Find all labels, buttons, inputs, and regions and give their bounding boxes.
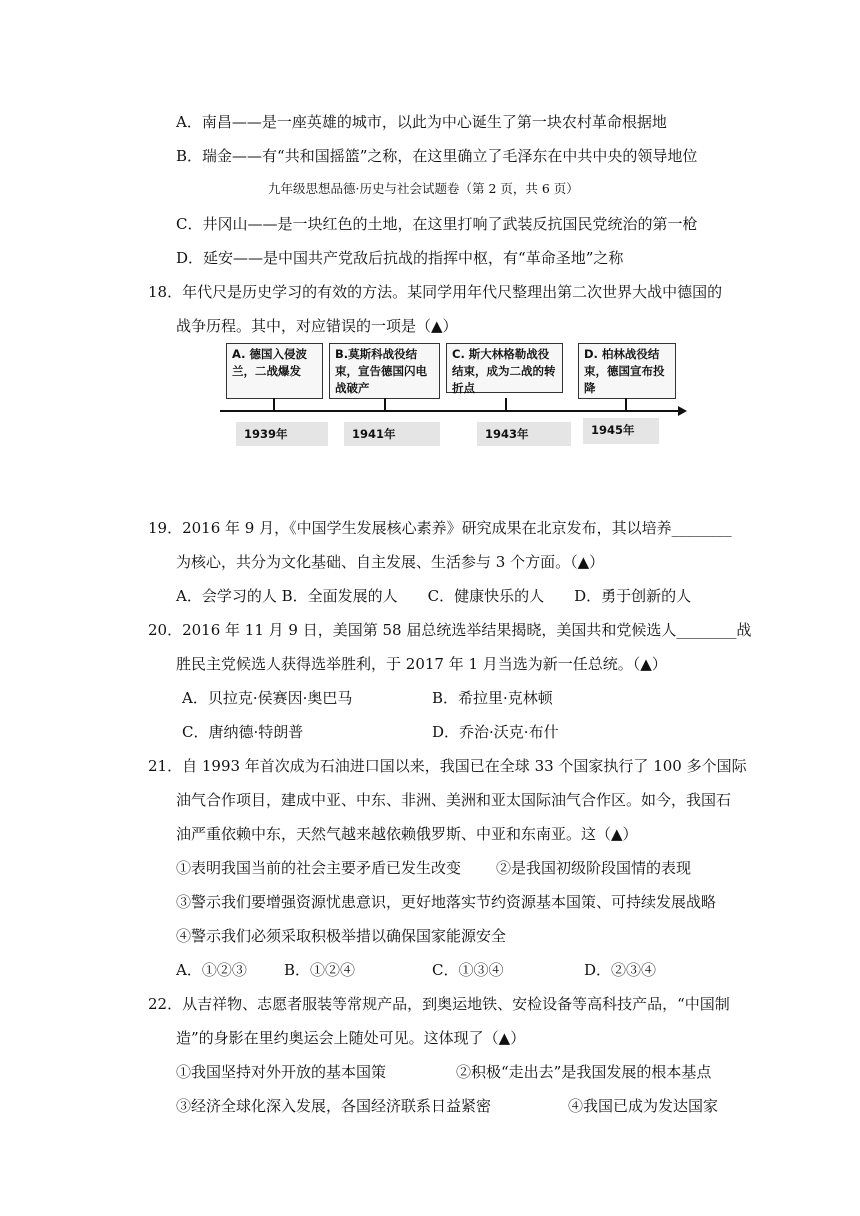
q22-stem-line1: 22．从吉祥物、志愿者服装等常规产品，到奥运地铁、安检设备等高科技产品，“中国制 [148,995,730,1013]
timeline-event-c: C. 斯大林格勒战役结束，成为二战的转折点 [446,343,563,393]
q22-statement-2: ②积极“走出去”是我国发展的根本基点 [456,1063,712,1081]
timeline-axis [220,410,680,412]
timeline-year-1939: 1939年 [236,422,328,446]
q20-option-c: C．唐纳德·特朗普 [182,723,304,741]
q21-option-d: D．②③④ [584,961,657,979]
q21-stem-line2: 油气合作项目，建成中亚、中东、非洲、美洲和亚太国际油气合作区。如今，我国石 [176,791,732,809]
q19-options: A．会学习的人 B．全面发展的人 C．健康快乐的人 D．勇于创新的人 [176,587,692,605]
q21-statement-1: ①表明我国当前的社会主要矛盾已发生改变 [176,859,462,877]
timeline-year-1945: 1945年 [583,418,659,444]
q20-option-d: D．乔治·沃克·布什 [432,723,559,741]
q22-stem-line2: 造”的身影在里约奥运会上随处可见。这体现了（▲） [176,1029,526,1047]
q21-statement-4: ④警示我们必须采取积极举措以确保国家能源安全 [176,927,507,945]
timeline-event-b: B.莫斯科战役结束，宣告德国闪电战破产 [329,343,440,399]
q21-statement-3: ③警示我们要增强资源忧患意识，更好地落实节约资源基本国策、可持续发展战略 [176,893,717,911]
q17-option-b: B．瑞金——有“共和国摇篮”之称，在这里确立了毛泽东在中共中央的领导地位 [176,147,698,165]
q20-stem-line1: 20．2016 年 11 月 9 日，美国第 58 届总统选举结果揭晓，美国共和党候选人________战 [148,621,752,639]
q19-stem-line2: 为核心，共分为文化基础、自主发展、生活参与 3 个方面。（▲） [176,553,605,571]
q17-option-a: A．南昌——是一座英雄的城市，以此为中心诞生了第一块农村革命根据地 [176,113,667,131]
q20-stem-line2: 胜民主党候选人获得选举胜利，于 2017 年 1 月当选为新一任总统。（▲） [176,655,667,673]
q21-stem-line3: 油严重依赖中东，天然气越来越依赖俄罗斯、中亚和东南亚。这（▲） [176,825,638,843]
timeline-year-1941: 1941年 [344,422,440,446]
timeline-event-a: A. 德国入侵波兰，二战爆发 [226,343,323,399]
q17-option-c: C．井冈山——是一块红色的土地，在这里打响了武装反抗国民党统治的第一枪 [176,215,698,233]
q20-option-b: B．希拉里·克林顿 [432,689,553,707]
q18-stem-line2: 战争历程。其中，对应错误的一项是（▲） [176,317,458,335]
q21-option-c: C．①③④ [432,961,504,979]
q21-statement-2: ②是我国初级阶段国情的表现 [496,859,692,877]
q21-option-b: B．①②④ [284,961,356,979]
q18-stem-line1: 18．年代尺是历史学习的有效的方法。某同学用年代尺整理出第二次世界大战中德国的 [148,283,723,301]
timeline-arrow-icon [678,406,687,416]
q21-option-a: A．①②③ [176,961,247,979]
q20-option-a: A．贝拉克·侯赛因·奥巴马 [182,689,353,707]
q19-stem-line1: 19．2016 年 9 月，《中国学生发展核心素养》研究成果在北京发布，其以培养________ [148,519,732,537]
q21-stem-line1: 21．自 1993 年首次成为石油进口国以来，我国已在全球 33 个国家执行了 100 多个国际 [148,757,747,775]
timeline-event-d: D. 柏林战役结束，德国宣布投降 [578,343,676,399]
q22-statement-3: ③经济全球化深入发展，各国经济联系日益紧密 [176,1097,492,1115]
page-footer: 九年级思想品德·历史与社会试题卷（第 2 页，共 6 页） [268,181,579,196]
q17-option-d: D．延安——是中国共产党敌后抗战的指挥中枢，有“革命圣地”之称 [176,249,624,267]
q22-statement-4: ④我国已成为发达国家 [568,1097,719,1115]
q22-statement-1: ①我国坚持对外开放的基本国策 [176,1063,387,1081]
timeline-year-1943: 1943年 [477,422,571,446]
